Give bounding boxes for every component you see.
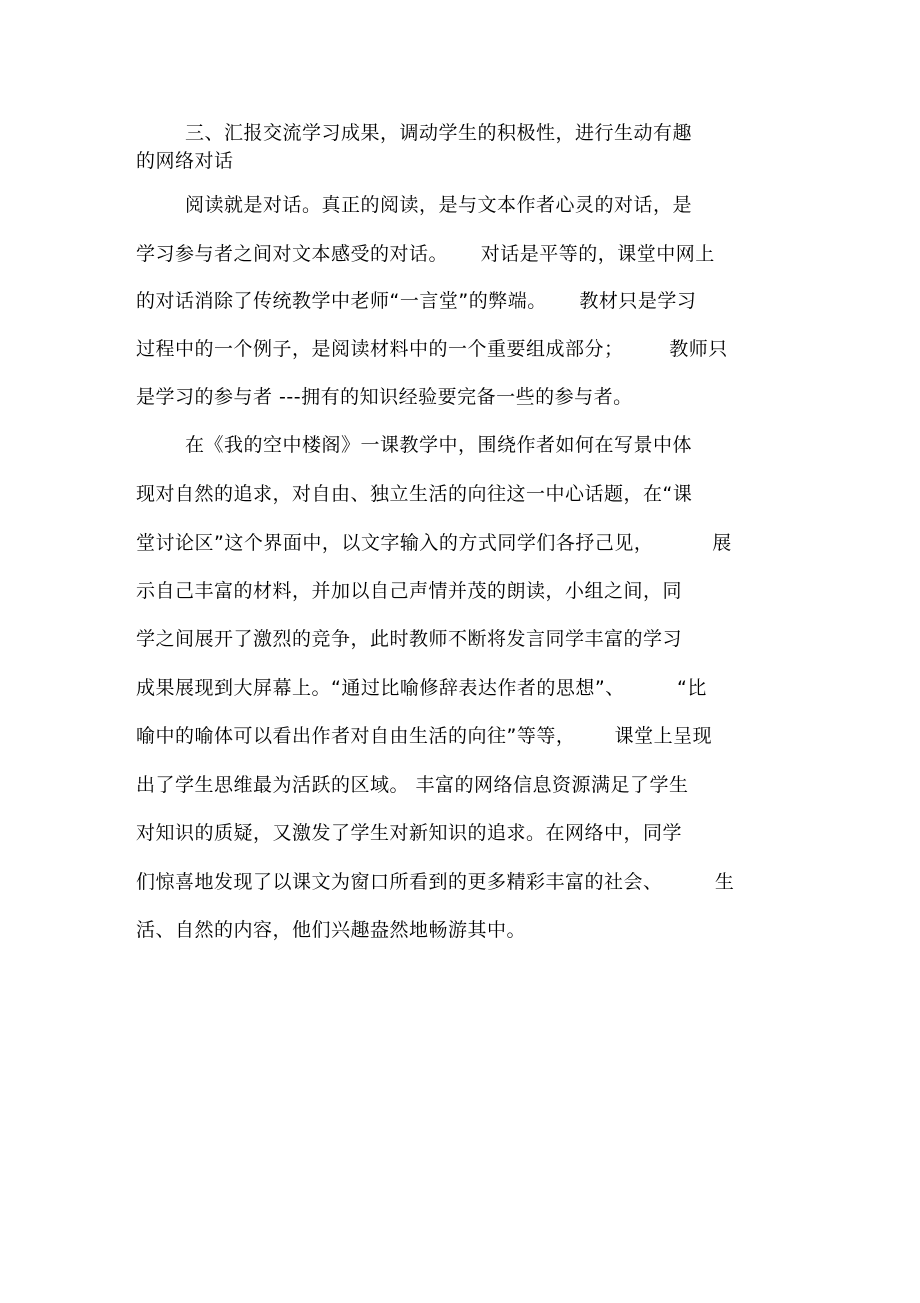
section-heading-line-2: 的网络对话 [136, 150, 234, 172]
paragraph1-line-2: 学习参与者之间对文本感受的对话。 对话是平等的，课堂中网上 [136, 243, 715, 265]
paragraph1-line-3: 的对话消除了传统教学中老师“一言堂”的弊端。 教材只是学习 [136, 290, 697, 312]
paragraph2-line-6: 成果展现到大屏幕上。“通过比喻修辞表达作者的思想”、 “比 [136, 677, 707, 699]
paragraph2-line-2: 现对自然的追求，对自由、独立生活的向往这一中心话题，在“课 [136, 483, 693, 505]
paragraph2-line-11: 活、自然的内容，他们兴趣盎然地畅游其中。 [136, 919, 527, 941]
paragraph1-line-5: 是学习的参与者 ---拥有的知识经验要完备一些的参与者。 [136, 386, 633, 408]
paragraph2-line-9: 对知识的质疑，又激发了学生对新知识的追求。在网络中，同学 [136, 822, 683, 844]
paragraph2-line-4: 示自己丰富的材料，并加以自己声情并茂的朗读，小组之间，同 [136, 580, 683, 602]
paragraph2-line-10: 们惊喜地发现了以课文为窗口所看到的更多精彩丰富的社会、 生 [136, 871, 735, 893]
section-heading-line-1: 三、汇报交流学习成果，调动学生的积极性，进行生动有趣 [185, 122, 693, 144]
paragraph2-line-8: 出了学生思维最为活跃的区域。 丰富的网络信息资源满足了学生 [136, 774, 689, 796]
paragraph2-line-1: 在《我的空中楼阁》一课教学中，围绕作者如何在写景中体 [185, 434, 693, 456]
paragraph2-line-3: 堂讨论区”这个界面中，以文字输入的方式同学们各抒己见， 展 [136, 532, 732, 554]
paragraph1-line-4: 过程中的一个例子，是阅读材料中的一个重要组成部分； 教师只 [136, 338, 728, 360]
paragraph2-line-5: 学之间展开了激烈的竞争，此时教师不断将发言同学丰富的学习 [136, 628, 683, 650]
paragraph1-line-1: 阅读就是对话。真正的阅读，是与文本作者心灵的对话，是 [185, 194, 693, 216]
paragraph2-line-7: 喻中的喻体可以看出作者对自由生活的向往”等等， 课堂上呈现 [136, 725, 713, 747]
